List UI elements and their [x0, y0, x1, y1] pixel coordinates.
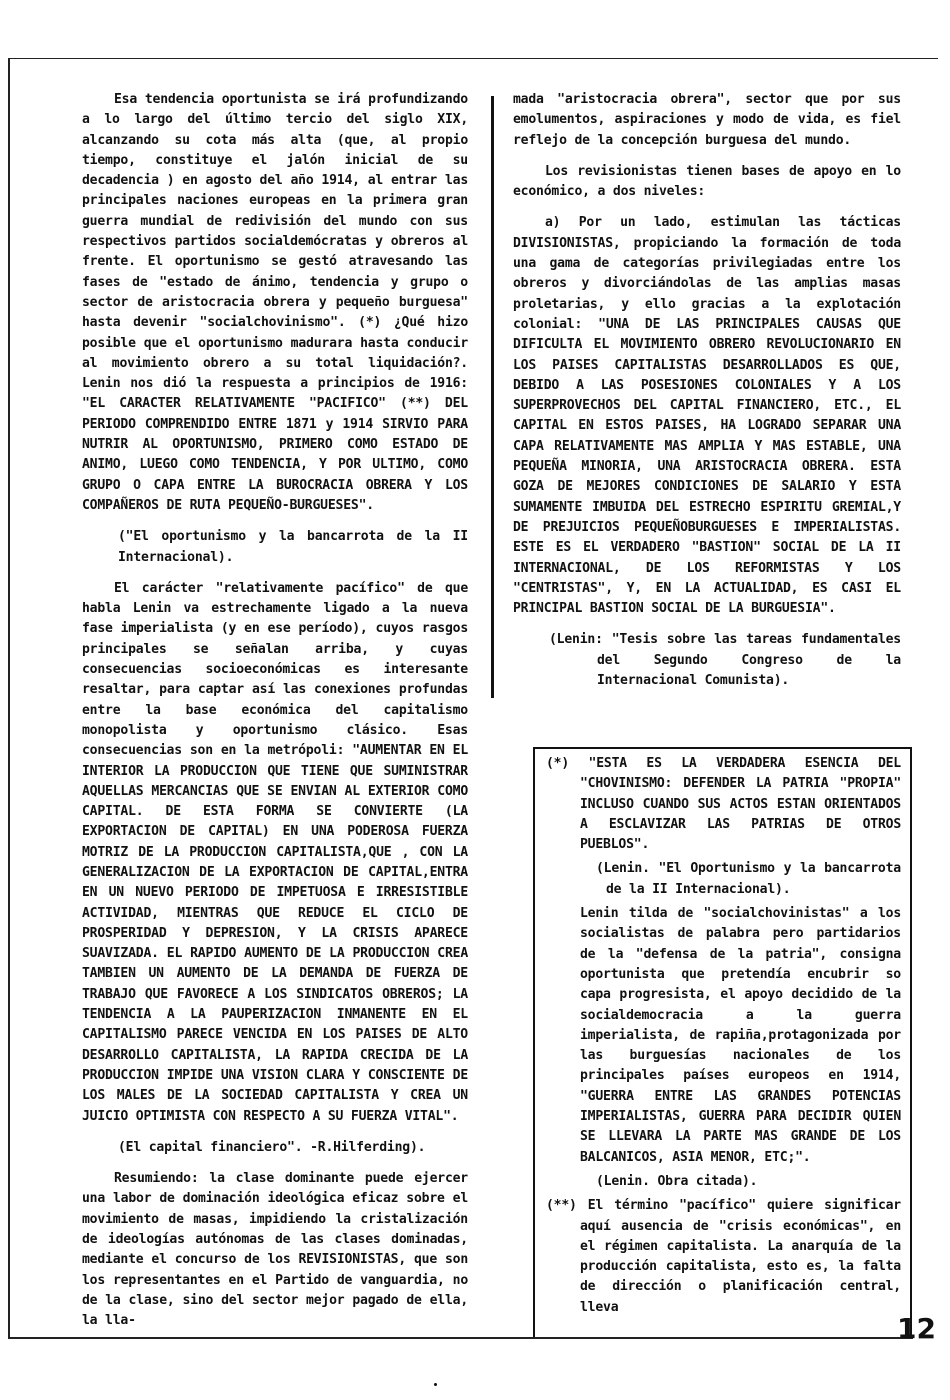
paragraph: a) Por un lado, estimulan las tácticas DIVISIONISTAS, propiciando la formación de toda una gama de categorías privilegiadas entre los obreros y divorciándolas de las amplias masas proletarias, y ello gracias a la explotación colonial: "UNA DE LAS PRINCIPALES CAUSAS QUE DIFICULTA EL MOVIMIENTO OBRERO REVOLUCIONARIO EN LOS PAISES CAPITALISTAS DESARROLLADOS ES QUE, DEBIDO A LAS POSESIONES COLONIALES Y A LOS SUPERPROVECHOS DEL CAPITAL FINANCIERO, ETC., EL CAPITAL EN ESTOS PAISES, HA LOGRADO SEPARAR UNA CAPA RELATIVAMENTE MAS AMPLIA Y MAS ESTABLE, UNA PEQUEÑA MINORIA, UNA ARISTOCRACIA OBRERA. ESTA GOZA DE MEJORES CONDICIONES DE SALARIO Y ESTA SUMAMENTE IMBUIDA DEL ESTRECHO ESPIRITU GREMIAL,Y DE PREJUICIOS PEQUEÑOBURGUESES E IMPERIALISTAS. ESTE ES EL VERDADERO "BASTION" SOCIAL DE LA II INTERNACIONAL, DE LOS REFORMISTAS Y LOS "CENTRISTAS", Y, EN LA ACTUALIDAD, ES CASI EL PRINCIPAL BASTION SOCIAL DE LA BURGUESIA". — [513, 215, 901, 617]
footnote-body: Lenin tilda de "socialchovinistas" a los socialistas de palabra pero partidarios de la "defensa de la patria", consigna oportunista que pretendía encubrir so capa progresista, el apoyo decidido de la socialdemocracia a la guerra imperialista, de rapiña,protagonizada por las burguesías nacionales de los principales países europeos en 1914, "GUERRA ENTRE LAS GRANDES POTENCIAS IMPERIALISTAS, GUERRA PARA DECIDIR QUIEN SE LLEVARA LA PARTE MAS GRANDE DE LOS BALCANICOS, ASIA MENOR, ETC;". — [580, 906, 901, 1165]
citation: (El capital financiero". -R.Hilferding). — [118, 1139, 426, 1155]
paragraph: mada "aristocracia obrera", sector que por sus emolumentos, aspiraciones y modo de vida, es fiel reflejo de la concepción burguesa del mundo. — [513, 92, 901, 148]
citation: (Lenin: "Tesis sobre las tareas fundamentales del Segundo Congreso de la Internacional Comunista). — [549, 632, 901, 689]
citation: (Lenin. "El Oportunismo y la bancarrota de la II Internacional). — [596, 861, 901, 897]
citation: (Lenin. Obra citada). — [596, 1173, 758, 1189]
footnote: (**) El término "pacífico" quiere significar aquí ausencia de "crisis económicas", en el régimen capitalista. La anarquía de la producción capitalista, esto es, la falta de dirección o planificación central, lleva — [546, 1198, 901, 1315]
footnote: (*) "ESTA ES LA VERDADERA ESENCIA DEL "CHOVINISMO: DEFENDER LA PATRIA "PROPIA" INCLUSO CUANDO SUS ACTOS ESTAN ORIENTADOS A ESCLAVIZAR LAS PATRIAS DE OTROS PUEBLOS". — [546, 756, 901, 853]
paragraph: Esa tendencia oportunista se irá profundizando a lo largo del último tercio del siglo XIX, alcanzando su cota más alta (que, al propio tiempo, constituye el jalón inicial de su decadencia ) en agosto del año 1914, al entrar las principales naciones europeas en la primera gran guerra mundial de redivisión del mundo con sus respectivos partidos socialdemócratas y obreros al frente. El oportunismo se gestó atravesando las fases de "estado de ánimo, tendencia y grupo o sector de aristocracia obrera y pequeño burguesa" hasta devenir "socialchovinismo". (*) ¿Qué hizo posible que el oportunismo madurara hasta conducir al movimiento obrero a su total liquidación?. Lenin nos dió la respuesta a principios de 1916: "EL CARACTER RELATIVAMENTE "PACIFICO" (**) DEL PERIODO COMPRENDIDO ENTRE 1871 y 1914 SIRVIO PARA NUTRIR AL OPORTUNISMO, PRIMERO COMO ESTADO DE ANIMO, LUEGO COMO TENDENCIA, Y POR ULTIMO, COMO GRUPO O CAPA ENTRE LA BUROCRACIA OBRERA Y LOS COMPAÑEROS DE RUTA PEQUEÑO-BURGUESES". — [82, 92, 468, 513]
citation: ("El oportunismo y la bancarrota de la II Internacional). — [118, 529, 468, 565]
left-column — [82, 90, 468, 1343]
column-divider — [491, 96, 494, 698]
right-column — [513, 90, 901, 702]
scan-speck — [434, 1383, 437, 1386]
page-frame-left-rule — [8, 58, 10, 1338]
paragraph: Resumiendo: la clase dominante puede ejercer una labor de dominación ideológica eficaz sobre el movimiento de masas, impidiendo la cristalización de ideologías autónomas de las clases dominadas, mediante el concurso de los REVISIONISTAS, que son los representantes en el Partido de vanguardia, no de la clase, sino del sector mejor pagado de ella, la lla- — [82, 1171, 468, 1329]
footnotes — [546, 754, 901, 1322]
page-frame-top-rule — [8, 58, 938, 59]
paragraph: El carácter "relativamente pacífico" de que habla Lenin va estrechamente ligado a la nueva fase imperialista (y en ese período), cuyos rasgos principales se señalan arriba, y cuyas consecuencias socioeconómicas es interesante resaltar, para captar así las conexiones profundas entre la base económica del capitalismo monopolista y oportunismo clásico. Esas consecuencias son en la metrópoli: "AUMENTAR EN EL INTERIOR LA PRODUCCION QUE TIENE QUE SUMINISTRAR AQUELLAS MERCANCIAS QUE SE ENVIAN AL EXTERIOR COMO CAPITAL. DE ESTA FORMA SE CONVIERTE (LA EXPORTACION DE CAPITAL) EN UNA PODEROSA FUERZA MOTRIZ DE LA PRODUCCION CAPITALISTA,QUE , CON LA GENERALIZACION DE LA EXPORTACION DE CAPITAL,ENTRA EN UN NUEVO PERIODO DE IMPETUOSA E IRRESISTIBLE ACTIVIDAD, MIENTRAS QUE REDUCE EL CICLO DE PROSPERIDAD Y DEPRESION, Y LA CRISIS APARECE SUAVIZADA. EL RAPIDO AUMENTO DE LA PRODUCCION CREA TAMBIEN UN AUMENTO DE LA DEMANDA DE FUERZA DE TRABAJO QUE FAVORECE A LOS SINDICATOS OBREROS; LA TENDENCIA A LA PAUPERIZACION INMANENTE EN EL CAPITALISMO PARECE VENCIDA EN LOS PAISES DE ALTO DESARROLLO CAPITALISTA, LA RAPIDA CRECIDA DE LA PRODUCCION IMPIDE UNA VISION CLARA Y CONSCIENTE DE LOS MALES DE LA SOCIEDAD CAPITALISTA Y CREA UN JUICIO OPTIMISTA CON RESPECTO A SU FUERZA VITAL". — [82, 580, 468, 1124]
paragraph: Los revisionistas tienen bases de apoyo en lo económico, a dos niveles: — [513, 163, 901, 200]
page-number: 12 — [897, 1312, 936, 1345]
